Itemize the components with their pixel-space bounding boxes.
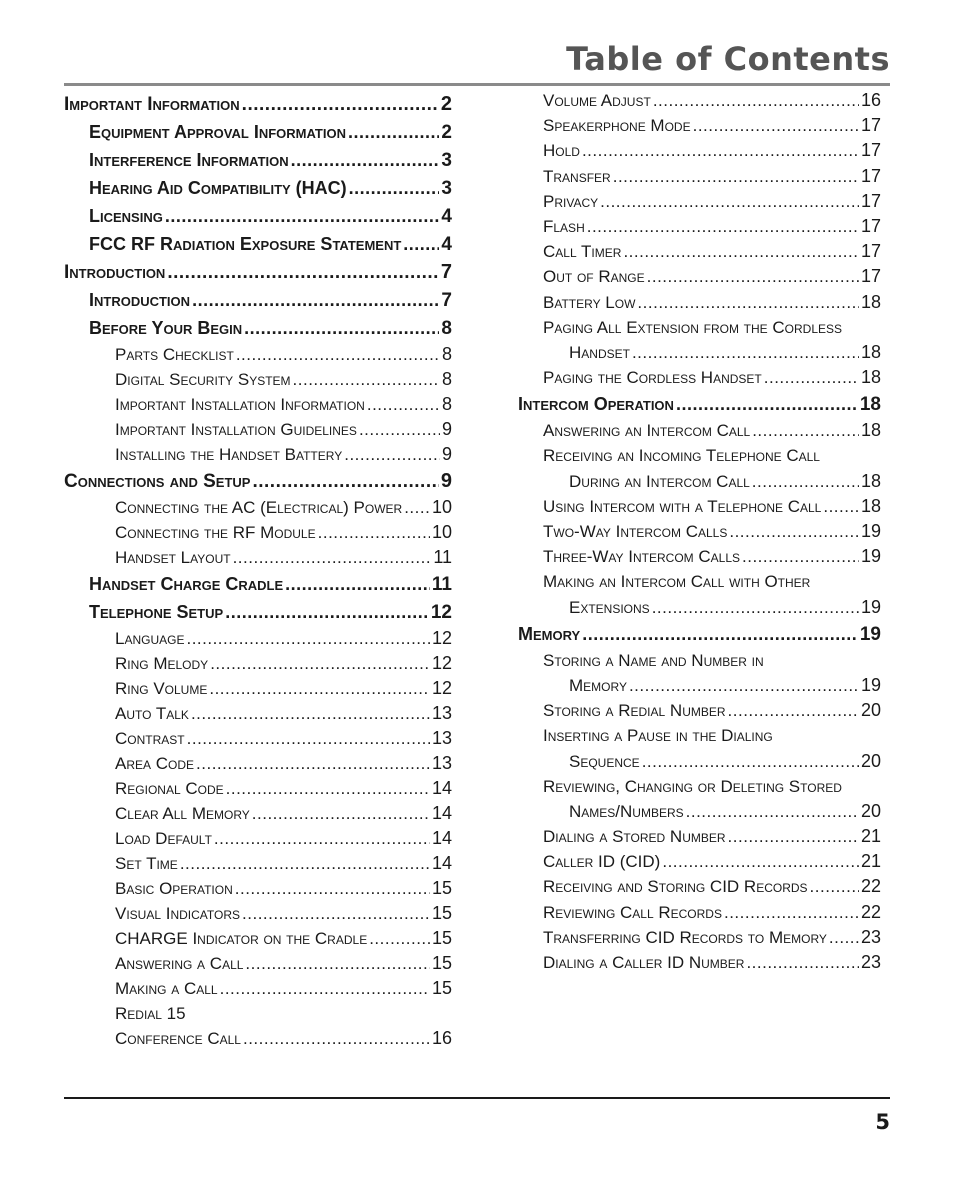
toc-entry-page: 17 xyxy=(860,190,881,211)
toc-entry-page: 11 xyxy=(433,547,452,567)
toc-entry-title: Names/Numbers xyxy=(569,801,684,821)
toc-entry-page: 12 xyxy=(431,653,452,673)
toc-entry[interactable] xyxy=(518,544,881,569)
toc-entry-title: Hearing Aid Compatibility (HAC) xyxy=(89,178,347,198)
toc-entry-title: Visual Indicators xyxy=(115,904,241,923)
toc-entry-page: 14 xyxy=(431,778,452,798)
dot-leader xyxy=(210,651,430,676)
toc-entry[interactable] xyxy=(518,824,881,849)
toc-entry[interactable] xyxy=(518,239,881,264)
toc-entry-title: Before Your Begin xyxy=(89,318,243,338)
toc-entry-title: Clear All Memory xyxy=(115,804,250,823)
dot-leader xyxy=(653,88,859,113)
dot-leader xyxy=(209,676,430,701)
toc-entry[interactable] xyxy=(518,494,881,519)
toc-entry-title: Battery Low xyxy=(543,292,636,312)
toc-entry[interactable] xyxy=(64,230,452,258)
toc-entry[interactable] xyxy=(518,774,881,799)
toc-entry[interactable] xyxy=(64,851,452,876)
toc-entry-title: Making a Call xyxy=(115,979,218,998)
toc-entry-page: 20 xyxy=(860,700,881,721)
toc-entry-title: Dialing a Stored Number xyxy=(543,827,726,847)
toc-entry-title: Introduction xyxy=(89,290,191,310)
toc-entry-page: 13 xyxy=(431,753,452,773)
dot-leader xyxy=(728,698,859,723)
toc-entry[interactable] xyxy=(518,698,881,723)
toc-entry-page: 8 xyxy=(441,394,452,414)
toc-entry[interactable] xyxy=(518,620,881,648)
toc-entry-title: During an Intercom Call xyxy=(569,471,750,491)
dot-leader xyxy=(752,469,859,494)
toc-entry[interactable] xyxy=(518,390,881,418)
toc-entry-page: 19 xyxy=(860,546,881,567)
dot-leader xyxy=(196,751,430,776)
dot-leader xyxy=(637,290,859,315)
toc-entry-page: 19 xyxy=(860,674,881,695)
dot-leader xyxy=(728,824,859,849)
dot-leader xyxy=(245,951,430,976)
toc-entry-page: 15 xyxy=(431,978,452,998)
dot-leader xyxy=(180,851,430,876)
dot-leader xyxy=(676,390,858,418)
toc-entry[interactable] xyxy=(64,951,452,976)
toc-entry-page: 22 xyxy=(860,901,881,922)
toc-entry[interactable] xyxy=(64,776,452,801)
toc-entry-title: Answering an Intercom Call xyxy=(543,421,751,441)
toc-entry[interactable] xyxy=(64,901,452,926)
toc-entry-title: Important Information xyxy=(64,94,240,115)
dot-leader xyxy=(226,776,430,801)
toc-entry-page: 7 xyxy=(440,261,452,283)
toc-entry-title: Licensing xyxy=(89,206,163,226)
toc-entry-page: 19 xyxy=(860,596,881,617)
toc-entry-page: 3 xyxy=(441,178,452,199)
dot-leader xyxy=(403,230,439,258)
toc-entry-title: Contrast xyxy=(115,729,185,748)
toc-entry-page: 16 xyxy=(431,1028,452,1048)
dot-leader xyxy=(582,138,859,163)
toc-entry-page: 15 xyxy=(431,953,452,973)
toc-entry[interactable] xyxy=(518,214,881,239)
toc-entry[interactable] xyxy=(518,673,881,698)
dot-leader xyxy=(587,214,859,239)
toc-entry[interactable] xyxy=(518,569,881,594)
toc-entry-page: 14 xyxy=(431,853,452,873)
toc-entry-title: Sequence xyxy=(569,751,640,771)
toc-entry-title: Language xyxy=(115,629,185,648)
toc-entry-page: 8 xyxy=(441,344,452,364)
toc-entry-title: Transferring CID Records to Memory xyxy=(543,927,827,947)
toc-entry-title: Telephone Setup xyxy=(89,602,224,622)
toc-entry-title: Important Installation Guidelines xyxy=(115,420,357,439)
toc-entry-title: Regional Code xyxy=(115,779,224,798)
toc-entry-title: FCC RF Radiation Exposure Statement xyxy=(89,234,402,254)
dot-leader xyxy=(242,901,430,926)
dot-leader xyxy=(829,925,859,950)
dot-leader xyxy=(582,620,858,648)
toc-entry-title: Digital Security System xyxy=(115,370,291,389)
dot-leader xyxy=(823,494,859,519)
toc-entry-title: Call Timer xyxy=(543,242,622,262)
toc-entry[interactable] xyxy=(518,900,881,925)
toc-entry[interactable] xyxy=(64,726,452,751)
toc-entry-title: Transfer xyxy=(543,166,611,186)
toc-entry[interactable] xyxy=(518,315,881,340)
dot-leader xyxy=(252,468,438,496)
header-rule xyxy=(64,83,890,86)
toc-entry-title: Extensions xyxy=(569,597,650,617)
toc-entry-title: Ring Melody xyxy=(115,654,209,673)
dot-leader xyxy=(642,749,859,774)
toc-entry-title: Ring Volume xyxy=(115,679,208,698)
toc-entry-title: Answering a Call xyxy=(115,954,244,973)
toc-entry-page: 13 xyxy=(431,728,452,748)
dot-leader xyxy=(285,570,430,598)
toc-entry[interactable] xyxy=(64,626,452,651)
toc-entry[interactable] xyxy=(518,365,881,390)
toc-entry-title: Out of Range xyxy=(543,267,645,287)
toc-entry-title: Inserting a Pause in the Dialing xyxy=(543,726,773,746)
toc-entry[interactable] xyxy=(518,469,881,494)
toc-entry-title: Handset xyxy=(569,342,630,362)
toc-entry-title: Storing a Name and Number in xyxy=(543,650,764,670)
toc-entry[interactable] xyxy=(518,595,881,620)
toc-entry-page: 12 xyxy=(431,628,452,648)
toc-entry-title: Paging All Extension from the Cordless xyxy=(543,317,843,337)
toc-entry[interactable] xyxy=(64,926,452,951)
toc-entry-title: Privacy xyxy=(543,191,599,211)
dot-leader xyxy=(359,417,440,442)
dot-leader xyxy=(369,926,430,951)
toc-entry-page: 15 xyxy=(431,903,452,923)
toc-entry[interactable] xyxy=(64,801,452,826)
dot-leader xyxy=(764,365,859,390)
toc-entry-title: Important Installation Information xyxy=(115,395,365,414)
toc-entry-title: Reviewing Call Records xyxy=(543,902,722,922)
toc-entry-page: 17 xyxy=(860,215,881,236)
dot-leader xyxy=(367,392,440,417)
toc-entry[interactable] xyxy=(64,417,452,442)
page-number: 5 xyxy=(875,1110,890,1134)
toc-entry-page: 18 xyxy=(860,420,881,441)
toc-entry[interactable] xyxy=(518,749,881,774)
dot-leader xyxy=(214,826,430,851)
dot-leader xyxy=(746,950,859,975)
toc-entry[interactable] xyxy=(518,189,881,214)
dot-leader xyxy=(167,259,439,287)
toc-entry-page: 21 xyxy=(860,851,881,872)
toc-entry-page: 17 xyxy=(860,140,881,161)
dot-leader xyxy=(233,545,432,570)
toc-entry[interactable] xyxy=(64,676,452,701)
toc-entry-title: Load Default xyxy=(115,829,212,848)
toc-entry[interactable] xyxy=(64,976,452,1001)
toc-entry-page: 12 xyxy=(431,678,452,698)
dot-leader xyxy=(693,113,859,138)
toc-entry[interactable] xyxy=(64,286,452,314)
toc-entry-title: Connections and Setup xyxy=(64,471,251,492)
toc-left-column xyxy=(64,90,452,1051)
dot-leader xyxy=(632,340,859,365)
dot-leader xyxy=(729,519,859,544)
page-title: Table of Contents xyxy=(566,40,890,78)
toc-entry-title: Connecting the AC (Electrical) Power xyxy=(115,498,403,517)
dot-leader xyxy=(293,367,440,392)
toc-entry[interactable] xyxy=(518,723,881,748)
toc-entry-page: 23 xyxy=(860,952,881,972)
toc-entry-title: Speakerphone Mode xyxy=(543,116,691,136)
toc-entry-page: 18 xyxy=(860,495,881,516)
toc-entry[interactable] xyxy=(64,495,452,520)
toc-entry-page: 2 xyxy=(441,122,452,143)
toc-entry-page: 9 xyxy=(440,470,452,492)
toc-entry-title: Installing the Handset Battery xyxy=(115,445,343,464)
toc-entry-page: 20 xyxy=(860,750,881,771)
toc-entry-title: Introduction xyxy=(64,262,166,283)
toc-entry-title: Parts Checklist xyxy=(115,345,234,364)
toc-entry[interactable] xyxy=(518,950,881,975)
toc-entry-title: Two-Way Intercom Calls xyxy=(543,522,728,541)
toc-entry[interactable] xyxy=(64,202,452,230)
toc-entry[interactable] xyxy=(64,876,452,901)
toc-entry[interactable] xyxy=(64,367,452,392)
toc-entry[interactable] xyxy=(64,392,452,417)
toc-entry-title: Handset Charge Cradle xyxy=(89,574,284,594)
toc-entry[interactable] xyxy=(518,418,881,443)
dot-leader xyxy=(165,202,440,230)
dot-leader xyxy=(652,595,859,620)
toc-entry[interactable] xyxy=(518,138,881,163)
toc-entry-page: 15 xyxy=(431,928,452,948)
dot-leader xyxy=(191,701,430,726)
toc-entry-page: 8 xyxy=(441,318,452,339)
toc-entry-page: 11 xyxy=(431,574,452,595)
toc-entry-page: 10 xyxy=(431,497,452,517)
toc-entry-title: Hold xyxy=(543,141,580,161)
toc-entry-title: Reviewing, Changing or Deleting Stored xyxy=(543,776,842,796)
toc-entry-page: 15 xyxy=(431,878,452,898)
toc-entry-title: Intercom Operation xyxy=(518,394,674,415)
toc-entry-page: 4 xyxy=(441,206,452,227)
toc-entry[interactable] xyxy=(64,598,452,626)
toc-entry-title: Connecting the RF Module xyxy=(115,523,316,542)
dot-leader xyxy=(318,520,430,545)
toc-entry-title: Storing a Redial Number xyxy=(543,701,726,721)
toc-entry[interactable] xyxy=(64,1026,452,1051)
toc-entry-page: 16 xyxy=(860,90,881,110)
toc-entry-title: CHARGE Indicator on the Cradle xyxy=(115,929,368,948)
toc-entry[interactable] xyxy=(518,164,881,189)
dot-leader xyxy=(742,544,859,569)
toc-entry-page: 17 xyxy=(860,165,881,186)
toc-entry[interactable] xyxy=(518,799,881,824)
toc-entry-title: Dialing a Caller ID Number xyxy=(543,953,745,972)
toc-entry-page: 14 xyxy=(431,803,452,823)
dot-leader xyxy=(348,118,439,146)
dot-leader xyxy=(686,799,859,824)
toc-entry-title: Receiving an Incoming Telephone Call xyxy=(543,446,820,466)
footer-rule xyxy=(64,1097,890,1099)
toc-entry[interactable] xyxy=(64,570,452,598)
dot-leader xyxy=(236,342,440,367)
dot-leader xyxy=(186,626,430,651)
toc-entry-page: 12 xyxy=(430,602,452,623)
toc-entry-page: 18 xyxy=(860,341,881,362)
toc-entry[interactable] xyxy=(518,648,881,673)
toc-entry-title: Flash xyxy=(543,216,585,236)
toc-entry[interactable] xyxy=(64,520,452,545)
dot-leader xyxy=(349,174,440,202)
toc-entry[interactable] xyxy=(64,651,452,676)
toc-entry-title: Set Time xyxy=(115,854,178,873)
toc-entry[interactable] xyxy=(518,849,881,874)
dot-leader xyxy=(252,801,430,826)
toc-entry-page: 9 xyxy=(441,419,452,439)
dot-leader xyxy=(623,239,859,264)
toc-entry-title: Handset Layout xyxy=(115,548,231,567)
dot-leader xyxy=(344,442,440,467)
toc-entry-title: Area Code xyxy=(115,754,195,773)
dot-leader xyxy=(810,874,859,899)
toc-entry-page: 14 xyxy=(431,828,452,848)
toc-entry[interactable] xyxy=(64,751,452,776)
toc-entry[interactable] xyxy=(64,146,452,174)
toc-entry[interactable] xyxy=(64,826,452,851)
toc-right-column xyxy=(518,88,881,975)
dot-leader xyxy=(235,876,430,901)
toc-entry-title: Interference Information xyxy=(89,150,289,170)
toc-entry-page: 9 xyxy=(441,444,452,464)
toc-entry[interactable] xyxy=(518,290,881,315)
dot-leader xyxy=(647,264,859,289)
dot-leader xyxy=(613,164,859,189)
toc-entry[interactable] xyxy=(518,264,881,289)
toc-entry-page: 18 xyxy=(859,394,881,416)
dot-leader xyxy=(242,91,439,119)
toc-entry-title: Memory xyxy=(569,675,627,695)
toc-entry-title: Memory xyxy=(518,623,581,644)
dot-leader xyxy=(752,418,859,443)
toc-entry-page: 17 xyxy=(860,115,881,136)
toc-entry[interactable] xyxy=(64,174,452,202)
dot-leader xyxy=(192,286,439,314)
toc-entry-title: Conference Call xyxy=(115,1029,241,1048)
toc-entry-page: 18 xyxy=(860,367,881,388)
toc-entry-page: 17 xyxy=(860,266,881,287)
dot-leader xyxy=(244,314,439,342)
toc-entry[interactable] xyxy=(64,442,452,467)
toc-entry-page: 17 xyxy=(860,241,881,262)
toc-entry[interactable] xyxy=(64,545,452,570)
toc-entry-title: Equipment Approval Information xyxy=(89,122,346,142)
toc-entry-title: Receiving and Storing CID Records xyxy=(543,877,808,897)
toc-entry[interactable] xyxy=(518,443,881,468)
toc-entry-title: Paging the Cordless Handset xyxy=(543,368,762,388)
toc-entry-title: Three-Way Intercom Calls xyxy=(543,547,741,567)
toc-entry-page: 10 xyxy=(431,522,452,542)
toc-entry-title: Auto Talk xyxy=(115,704,189,723)
toc-entry-page: 3 xyxy=(441,150,452,171)
toc-entry[interactable] xyxy=(518,340,881,365)
toc-entry[interactable] xyxy=(64,1001,452,1026)
toc-entry[interactable] xyxy=(64,90,452,118)
toc-entry-page: 8 xyxy=(441,369,452,389)
dot-leader xyxy=(187,726,430,751)
toc-entry[interactable] xyxy=(64,701,452,726)
toc-entry-page: 20 xyxy=(860,800,881,821)
dot-leader xyxy=(600,189,859,214)
toc-entry-page: 19 xyxy=(860,521,881,541)
toc-entry-page: 18 xyxy=(860,470,881,491)
toc-entry-page: 18 xyxy=(860,291,881,312)
toc-entry[interactable] xyxy=(518,925,881,950)
toc-entry-page: 7 xyxy=(441,290,452,311)
dot-leader xyxy=(225,598,429,626)
toc-entry-page: 13 xyxy=(431,703,452,723)
dot-leader xyxy=(291,146,440,174)
dot-leader xyxy=(629,673,859,698)
toc-entry[interactable] xyxy=(518,874,881,899)
toc-entry-title: Caller ID (CID) xyxy=(543,852,661,872)
toc-entry[interactable] xyxy=(518,113,881,138)
toc-entry[interactable] xyxy=(64,342,452,367)
toc-entry-page: 2 xyxy=(440,93,452,115)
dot-leader xyxy=(724,900,859,925)
toc-entry[interactable] xyxy=(64,314,452,342)
toc-entry[interactable] xyxy=(518,88,881,113)
dot-leader xyxy=(220,976,430,1001)
toc-entry[interactable] xyxy=(64,467,452,495)
toc-entry-page: 21 xyxy=(860,826,881,847)
dot-leader xyxy=(243,1026,430,1051)
toc-entry-page: 22 xyxy=(860,876,881,897)
toc-entry[interactable] xyxy=(64,258,452,286)
toc-entry-title: Redial 15 xyxy=(115,1004,186,1023)
dot-leader xyxy=(404,495,430,520)
toc-entry[interactable] xyxy=(518,519,881,544)
toc-entry-title: Basic Operation xyxy=(115,879,233,898)
toc-entry-page: 23 xyxy=(860,926,881,947)
toc-entry-page: 4 xyxy=(441,234,452,255)
dot-leader xyxy=(662,849,859,874)
toc-entry-title: Making an Intercom Call with Other xyxy=(543,572,811,592)
toc-entry[interactable] xyxy=(64,118,452,146)
toc-entry-title: Volume Adjust xyxy=(543,91,651,110)
toc-entry-page: 19 xyxy=(859,623,881,645)
toc-entry-title: Using Intercom with a Telephone Call xyxy=(543,496,822,516)
